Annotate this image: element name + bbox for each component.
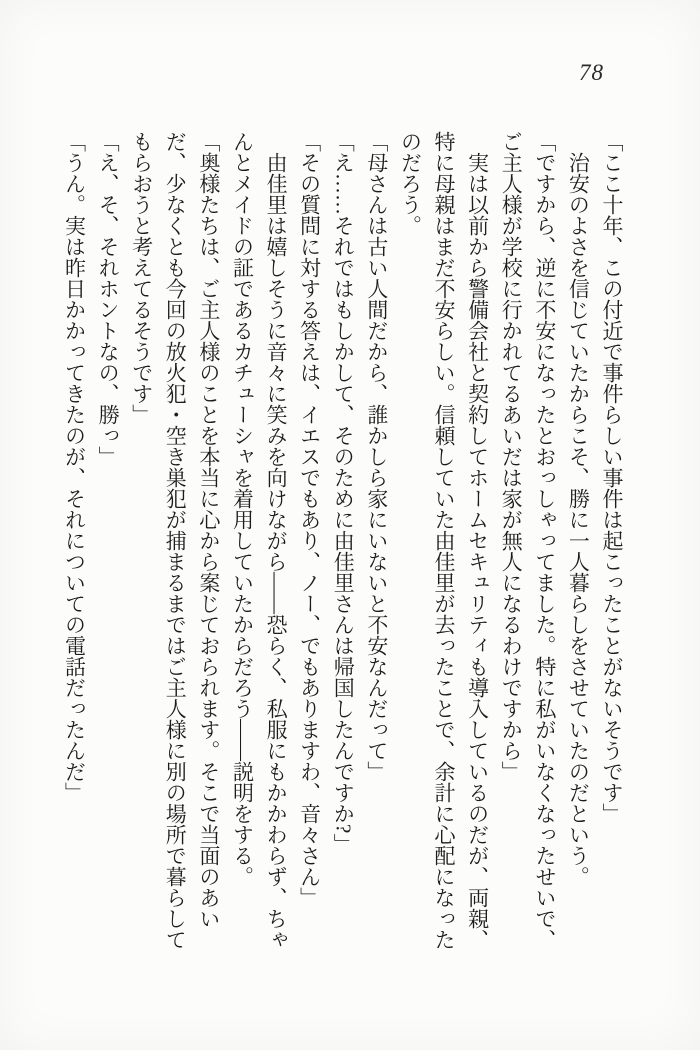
paragraph: 「奥様たちは、ご主人様のことを本当に心から案じておられます。そこで当面のあいだ、少なくとも今回の放火犯・空き巣犯が捕まるまではご主人様に別の場所で暮らしてもらおうと考えてるそうです」 [129,131,221,950]
paragraph: 「母さんは古い人間だから、誰かしら家にいないと不安なんだって」 [364,131,389,782]
paragraph: 「ですから、逆に不安になったとおっしゃってました。特に私がいなくなったせいで、ご主人様が学校に行かれてるあいだは家が無人になるわけですから」 [499,131,557,950]
paragraph: 「え、そ、それホントなの、勝っ」 [96,131,121,467]
paragraph: 「ここ十年、この付近で事件らしい事件は起こったことがないそうです」 [600,131,624,824]
page-number: 78 [579,60,604,85]
paragraph: 「うん。実は昨日かかってきたのが、それについての電話だったんだ」 [62,131,87,803]
paragraph: 治安のよさを信じていたからこそ、勝に一人暮らしをさせていたのだという。 [566,152,591,887]
paragraph: 由佳里は嬉しそうに音々に笑みを向けながら――恐らく、私服にもかかわらず、ちゃんとメイドの証であるカチューシャを着用していたからだろう――説明をする。 [230,131,289,950]
paragraph: 「その質問に対する答えは、イエスでもあり、ノー、でもありますわ、音々さん」 [297,131,322,908]
text-block [50,131,628,970]
paragraph: 実は以前から警備会社と契約してホームセキュリティも導入しているのだが、両親、特に母親はまだ不安らしい。信頼していた由佳里が去ったことで、余計に心配になったのだろう。 [398,131,490,950]
paragraph: 「え……それではもしかして、そのために由佳里さんは帰国したんですか?」 [331,131,356,855]
